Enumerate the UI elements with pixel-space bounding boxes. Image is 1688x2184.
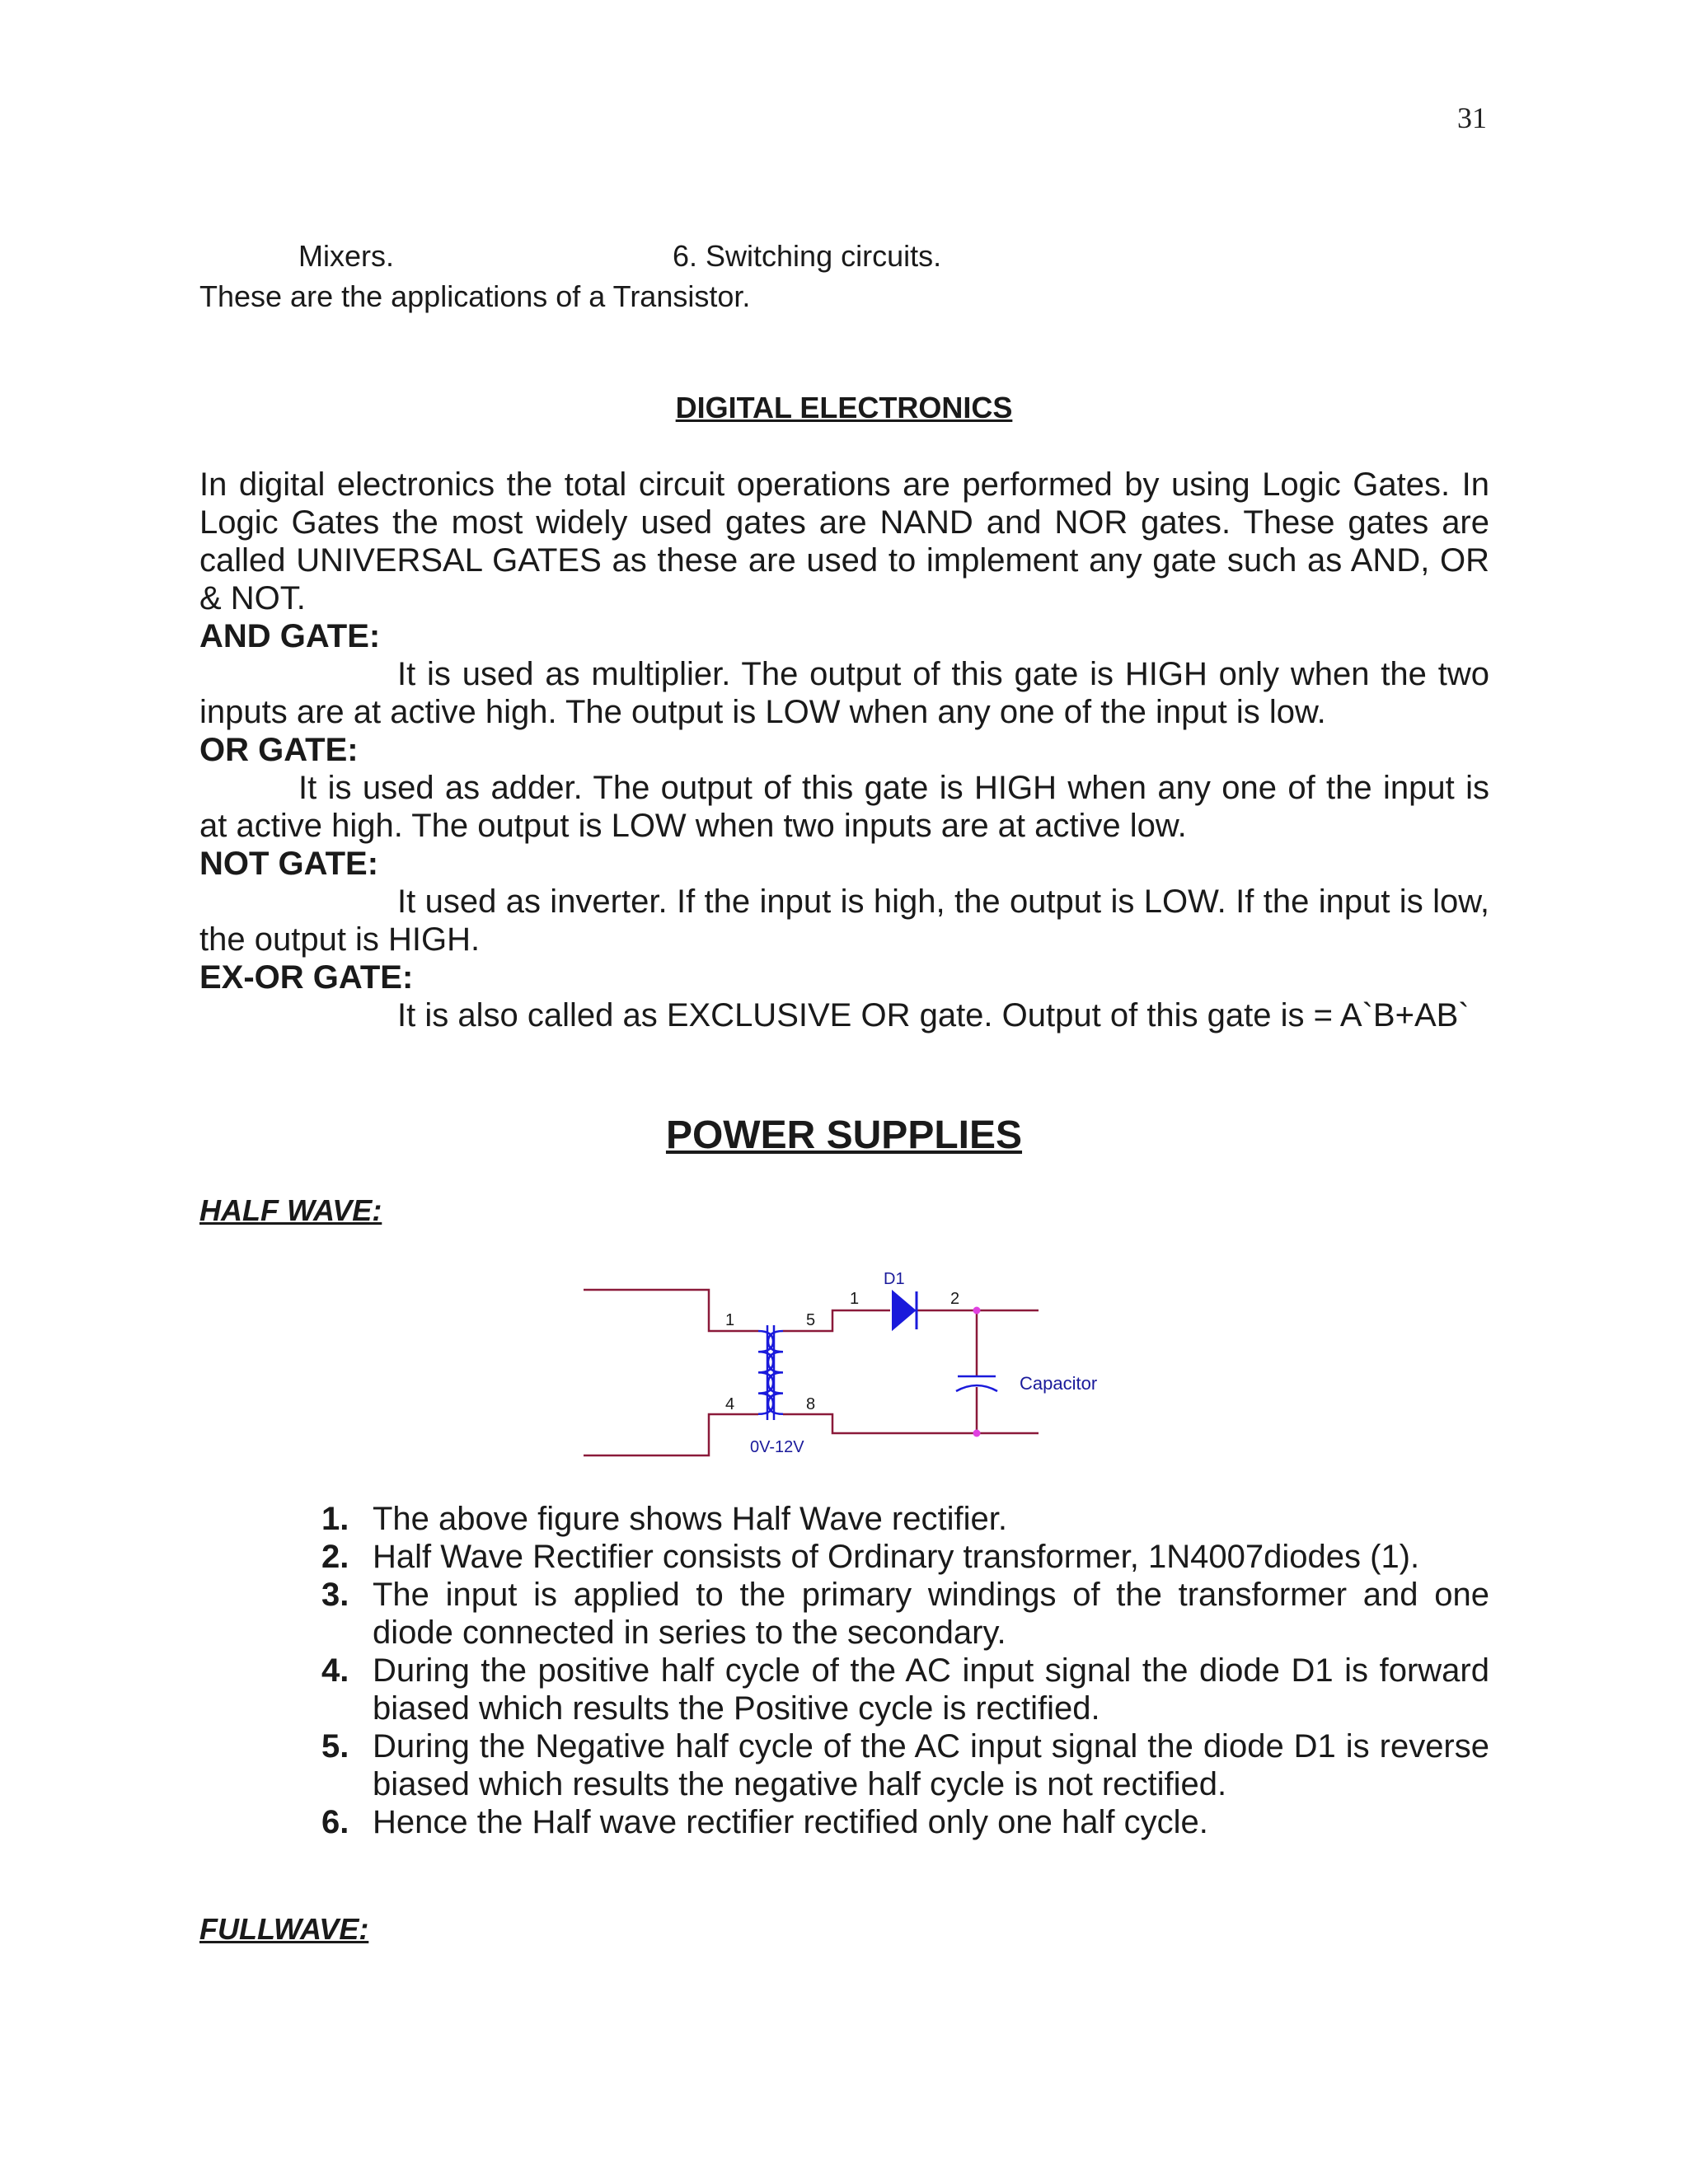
transformer-primary-coil <box>758 1331 773 1414</box>
diode-label: D1 <box>884 1270 905 1288</box>
transformer-secondary-coil <box>768 1331 783 1414</box>
capacitor-label: Capacitor <box>1020 1373 1098 1394</box>
and-gate-text: It is used as multiplier. The output of this gate is HIGH only when the two inputs are at active high. The output is LOW when any one of the input is low. <box>199 656 1489 730</box>
not-gate-heading: NOT GATE: <box>199 846 379 882</box>
half-wave-points-list <box>321 1500 1489 1841</box>
list-item: 1. The above figure shows Half Wave rectifier. <box>321 1501 1007 1537</box>
list-item: 4. During the positive half cycle of the AC input signal the diode D1 is forward biased which results the Positive cycle is rectified. <box>321 1652 1489 1727</box>
diode-pin-2-label: 2 <box>950 1290 960 1308</box>
diode-pin-1-label: 1 <box>850 1290 860 1308</box>
power-supplies-title: POWER SUPPLIES <box>665 1113 1023 1157</box>
transformer-pin-5-label: 5 <box>806 1311 816 1329</box>
transformer-pin-1-label: 1 <box>725 1311 735 1329</box>
secondary-bottom-wire <box>783 1414 1039 1433</box>
output-node-top <box>973 1307 981 1315</box>
or-gate-text: It is used as adder. The output of this gate is HIGH when any one of the input is at active high. The output is LOW when two inputs are at active low. <box>199 770 1489 844</box>
list-item: 3. The input is applied to the primary windings of the transformer and one diode connected in series to the secondary. <box>321 1577 1489 1651</box>
transformer-symbol <box>758 1325 783 1420</box>
exor-gate-heading: EX-OR GATE: <box>199 959 414 996</box>
not-gate-text: It used as inverter. If the input is high, the output is LOW. If the input is low, the output is HIGH. <box>199 883 1489 958</box>
switching-circuits-text: 6. Switching circuits. <box>673 239 942 273</box>
page-number: 31 <box>1457 101 1487 134</box>
primary-bottom-wire <box>584 1414 758 1455</box>
digital-electronics-title: DIGITAL ELECTRONICS <box>675 391 1013 424</box>
output-node-bottom <box>973 1430 981 1437</box>
list-item: 2. Half Wave Rectifier consists of Ordinary transformer, 1N4007diodes (1). <box>321 1539 1420 1575</box>
half-wave-circuit-diagram <box>577 1269 1113 1467</box>
mixers-text: Mixers. <box>298 239 394 273</box>
full-wave-heading: FULLWAVE: <box>199 1912 369 1946</box>
or-gate-heading: OR GATE: <box>199 732 359 768</box>
exor-gate-text: It is also called as EXCLUSIVE OR gate. Output of this gate is = A`B+AB` <box>397 997 1470 1033</box>
half-wave-heading: HALF WAVE: <box>199 1193 382 1227</box>
applications-line: These are the applications of a Transistor. <box>199 279 751 313</box>
transformer-pin-4-label: 4 <box>725 1395 735 1413</box>
diode-symbol <box>893 1291 917 1329</box>
diode-triangle <box>893 1291 915 1329</box>
transformer-rating-label: 0V-12V <box>750 1438 804 1456</box>
transformer-pin-8-label: 8 <box>806 1395 816 1413</box>
list-item: 5. During the Negative half cycle of the AC input signal the diode D1 is reverse biased which results the negative half cycle is not rectified. <box>321 1728 1489 1802</box>
secondary-top-wire <box>783 1310 890 1331</box>
digital-intro-paragraph: In digital electronics the total circuit operations are performed by using Logic Gates. In Logic Gates the most widely used gates are NAND and NOR gates. These gates are called UNIVERSAL GATES as these are used to implement any gate such as AND, OR & NOT. <box>199 466 1489 616</box>
list-item: 6. Hence the Half wave rectifier rectified only one half cycle. <box>321 1804 1208 1840</box>
and-gate-heading: AND GATE: <box>199 618 381 654</box>
